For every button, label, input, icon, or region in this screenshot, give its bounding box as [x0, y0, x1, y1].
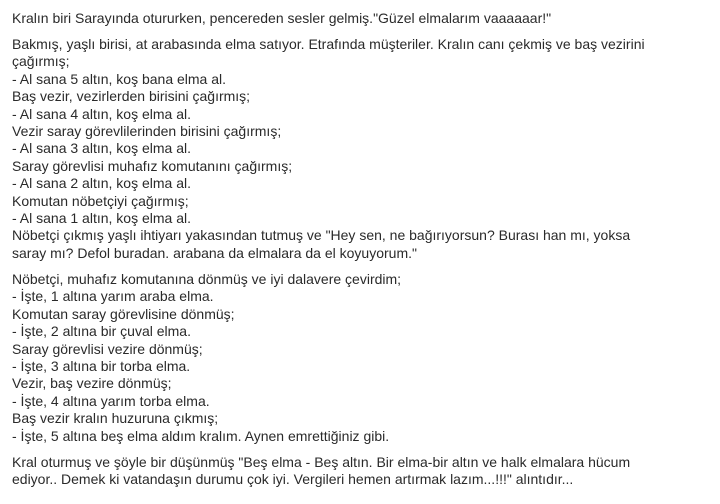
text-line: Nöbetçi, muhafız komutanına dönmüş ve iyi dalavere çevirdim; [12, 270, 402, 287]
text-line: Komutan nöbetçiyi çağırmış; [12, 192, 189, 209]
paragraph-3 [12, 271, 712, 445]
text-line: - İşte, 1 altına yarım araba elma. [12, 288, 214, 305]
text-line: - İşte, 4 altına yarım torba elma. [12, 392, 210, 409]
text-line: Baş vezir, vezirlerden birisini çağırmış; [12, 88, 251, 105]
paragraph-4 [12, 454, 712, 489]
text-line: Bakmış, yaşlı birisi, at arabasında elma satıyor. Etrafında müşteriler. Kralın canı çekmiş ve baş vezirini [12, 36, 645, 52]
text-line: saray mı? Defol buradan. arabana da elmalara da el koyuyorum." [12, 244, 417, 261]
text-line: Nöbetçi çıkmış yaşlı ihtiyarı yakasından tutmuş ve "Hey sen, ne bağırıyorsun? Burası han mı, yoksa [12, 227, 631, 244]
text-line: - Al sana 3 altın, koş elma al. [12, 140, 191, 157]
text-line: Vezir, baş vezire dönmüş; [12, 375, 172, 392]
text-line: - İşte, 2 altına bir çuval elma. [12, 323, 191, 340]
text-line: Komutan saray görevlisine dönmüş; [12, 305, 235, 322]
text-line: Vezir saray görevlilerinden birisini çağırmış; [12, 123, 282, 140]
paragraph-2 [12, 36, 712, 262]
text-line: - Al sana 1 altın, koş elma al. [12, 210, 191, 227]
text-line: - İşte, 3 altına bir torba elma. [12, 357, 191, 374]
text-line: Baş vezir kralın huzuruna çıkmış; [12, 410, 219, 427]
text-line: - Al sana 2 altın, koş elma al. [12, 175, 191, 192]
story-document [12, 10, 712, 497]
text-line: - İşte, 5 altına beş elma aldım kralım. Aynen emrettiğiniz gibi. [12, 427, 390, 444]
text-line: Saray görevlisi vezire dönmüş; [12, 340, 203, 357]
text-line: - Al sana 5 altın, koş bana elma al. [12, 70, 227, 87]
text-line: - Al sana 4 altın, koş elma al. [12, 105, 191, 122]
paragraph-1 [12, 10, 712, 27]
text-line: Saray görevlisi muhafız komutanını çağırmış; [12, 157, 293, 174]
text-line: ediyor.. Demek ki vatandaşın durumu çok iyi. Vergileri hemen artırmak lazım...!!!" alıntıdır... [12, 470, 574, 487]
text-line: Kralın biri Sarayında otururken, pencereden sesler gelmiş."Güzel elmalarım vaaaaaar!" [12, 10, 552, 26]
text-line: çağırmış; [12, 53, 70, 70]
text-line: Kral oturmuş ve şöyle bir düşünmüş "Beş elma - Beş altın. Bir elma-bir altın ve halk elmalara hücum [12, 453, 631, 470]
